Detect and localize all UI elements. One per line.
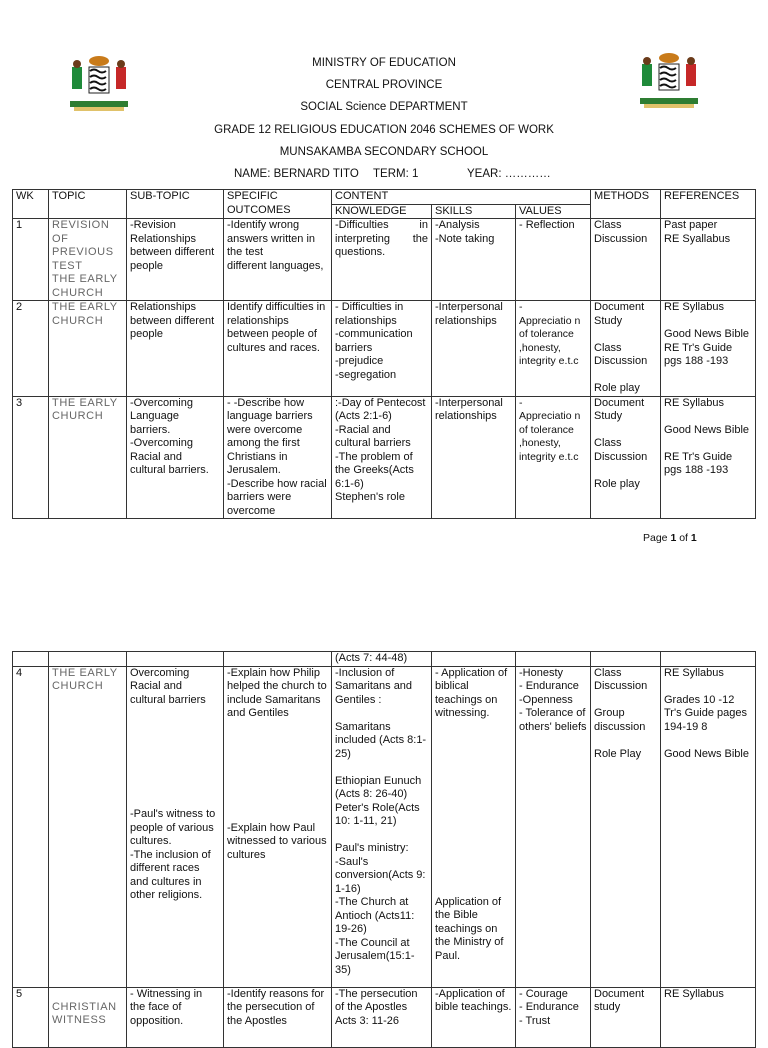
department-heading: SOCIAL Science DEPARTMENT [300, 101, 468, 113]
row-wk: 5 [13, 987, 49, 1047]
row-topic: THE EARLY CHURCH [49, 666, 127, 987]
row-wk: 3 [13, 396, 49, 519]
row-methods: Class Discussion [591, 219, 661, 301]
term: TERM: 1 [373, 168, 419, 180]
row-knowledge: :-Day of Pentecost (Acts 2:1-6) -Racial and cultural barriers -The problem of the Greeks(Acts 6:1-6) Stephen's role [332, 396, 432, 519]
row-references: Past paper RE Syallabus [661, 219, 756, 301]
header-subtopic: SUB-TOPIC [127, 190, 224, 219]
row-subtopic-b: -Paul's witness to people of various cultures. -The inclusion of different races and cultures in other religions. [130, 808, 216, 901]
row-methods: Document Study Class Discussion Role play [591, 301, 661, 397]
row-skills: -Interpersonal relationships [432, 301, 516, 397]
row-values: - Reflection [516, 219, 591, 301]
row-skills: -Analysis -Note taking [432, 219, 516, 301]
row-references: RE Syllabus Good News Bible RE Tr's Guide pgs 188 -193 [661, 301, 756, 397]
row-outcomes-a: -Explain how Philip helped the church to include Samaritans and Gentiles [227, 666, 327, 719]
row-knowledge: - Difficulties in relationships -communication barriers -prejudice -segregation [332, 301, 432, 397]
row-outcomes: -Identify reasons for the persecution of the Apostles [224, 987, 332, 1047]
continuation-knowledge: (Acts 7: 44-48) [332, 652, 432, 667]
row-subtopic: -Overcoming Language barriers. -Overcoming Racial and cultural barriers. [127, 396, 224, 519]
row-methods: Document study [591, 987, 661, 1047]
page-number: Page 1 of 1 [643, 532, 697, 544]
row-outcomes: -Identify wrong answers written in the test different languages, [224, 219, 332, 301]
row-subtopic [127, 666, 224, 987]
row-skills: -Application of bible teachings. [432, 987, 516, 1047]
row-wk: 1 [13, 219, 49, 301]
province-heading: CENTRAL PROVINCE [325, 79, 443, 91]
header-methods: METHODS [591, 190, 661, 219]
row-references: RE Syllabus [661, 987, 756, 1047]
row-knowledge: -Difficulties in interpreting the questions. [332, 219, 432, 301]
row-values: -Honesty - Endurance -Openness - Tolerance of others' beliefs [516, 666, 591, 987]
row-outcomes: - -Describe how language barriers were overcome among the first Christians in Jerusalem. -Describe how racial barriers were overcome [224, 396, 332, 519]
row-skills: -Interpersonal relationships [432, 396, 516, 519]
row-topic: REVISION OF PREVIOUS TEST THE EARLY CHURCH [49, 219, 127, 301]
table-row [13, 396, 756, 519]
header-outcomes: SPECIFIC OUTCOMES [224, 190, 332, 219]
row-subtopic: -Revision Relationships between different people [127, 219, 224, 301]
row-skills-a: - Application of biblical teachings on witnessing. [435, 666, 508, 719]
table-row [13, 987, 756, 1047]
row-references: RE Syllabus Grades 10 -12 Tr's Guide pages 194-19 8 Good News Bible [661, 666, 756, 987]
table-row [13, 301, 756, 397]
continuation-row [13, 652, 756, 667]
row-values: - Appreciatio n of tolerance ,honesty, integrity e.t.c [516, 301, 591, 397]
row-subtopic: Relationships between different people [127, 301, 224, 397]
row-wk: 2 [13, 301, 49, 397]
row-wk: 4 [13, 666, 49, 987]
year: YEAR: ………… [467, 168, 551, 180]
table-row [13, 219, 756, 301]
row-subtopic: - Witnessing in the face of opposition. [127, 987, 224, 1047]
school-name: MUNSAKAMBA SECONDARY SCHOOL [279, 146, 489, 158]
row-outcomes-b: -Explain how Paul witnessed to various cultures [227, 821, 327, 861]
row-subtopic-a: Overcoming Racial and cultural barriers [130, 666, 206, 706]
row-topic: CHRISTIAN WITNESS [49, 987, 127, 1047]
header-content: CONTENT [332, 190, 591, 205]
ministry-heading: MINISTRY OF EDUCATION [312, 57, 456, 69]
teacher-name: NAME: BERNARD TITO [234, 168, 359, 180]
header-skills: SKILLS [432, 204, 516, 219]
scheme-table-page1 [12, 189, 756, 519]
table-row [13, 666, 756, 987]
header-values: VALUES [516, 204, 591, 219]
scheme-table-page2 [12, 651, 756, 1048]
table-header-row [13, 190, 756, 205]
row-values: - Appreciatio n of tolerance ,honesty, integrity e.t.c [516, 396, 591, 519]
row-outcomes: Identify difficulties in relationships between people of cultures and races. [224, 301, 332, 397]
row-knowledge: -Inclusion of Samaritans and Gentiles : Samaritans included (Acts 8:1-25) Ethiopian Eunuch (Acts 8: 26-40) Peter's Role(Acts 10: 1-11, 21) Paul's ministry: -Saul's conversion(Acts 9: 1-16) -The Church at Antioch (Acts11: 19-26) -The Council at Jerusalem(15:1-35) [332, 666, 432, 987]
row-methods: Document Study Class Discussion Role play [591, 396, 661, 519]
row-skills [432, 666, 516, 987]
document-title: GRADE 12 RELIGIOUS EDUCATION 2046 SCHEMES OF WORK [214, 124, 554, 136]
row-values: - Courage - Endurance - Trust [516, 987, 591, 1047]
row-topic: THE EARLY CHURCH [49, 301, 127, 397]
row-topic: THE EARLY CHURCH [49, 396, 127, 519]
row-outcomes [224, 666, 332, 987]
row-references: RE Syllabus Good News Bible RE Tr's Guide pgs 188 -193 [661, 396, 756, 519]
row-skills-b: Application of the Bible teachings on the Ministry of Paul. [435, 895, 504, 962]
header-wk: WK [13, 190, 49, 219]
header-references: REFERENCES [661, 190, 756, 219]
header-topic: TOPIC [49, 190, 127, 219]
row-methods: Class Discussion Group discussion Role Play [591, 666, 661, 987]
header-knowledge: KNOWLEDGE [332, 204, 432, 219]
row-knowledge: -The persecution of the Apostles Acts 3: 11-26 [332, 987, 432, 1047]
